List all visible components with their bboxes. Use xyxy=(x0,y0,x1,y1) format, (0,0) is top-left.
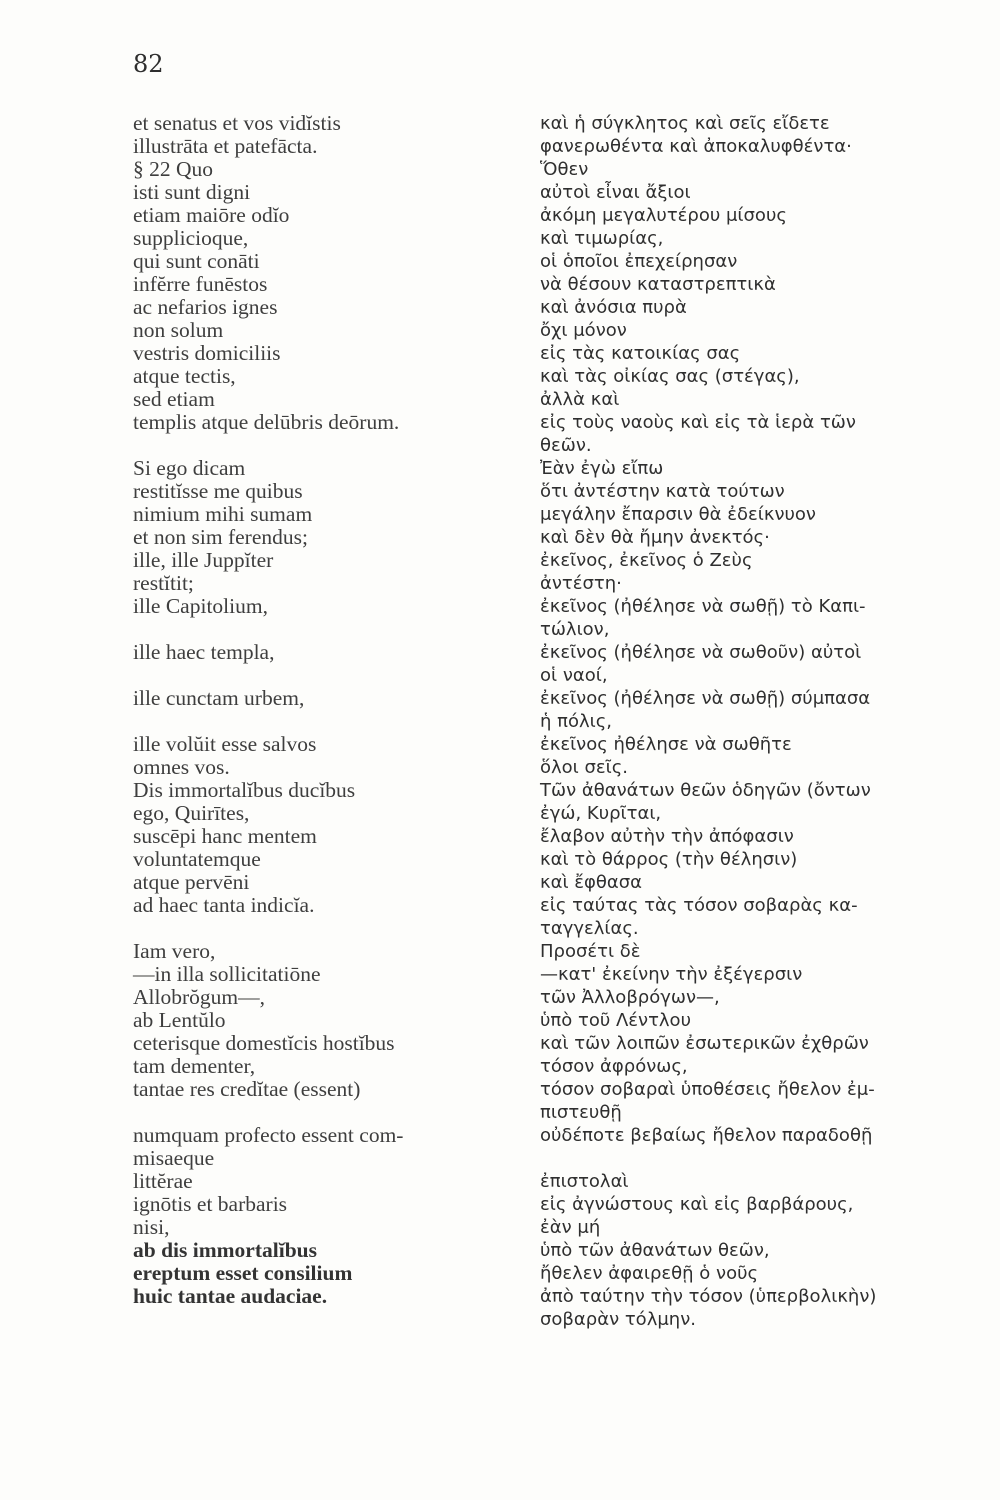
greek-line: καὶ ἡ σύγκλητος καὶ σεῖς εἴδετε xyxy=(540,113,830,134)
greek-line: μεγάλην ἔπαρσιν θὰ ἐδείκνυον xyxy=(540,504,816,525)
greek-line: ὅτι ἀντέστην κατὰ τούτων xyxy=(540,481,785,502)
latin-line: nimium mihi sumam xyxy=(133,502,313,526)
latin-line: ignōtis et barbaris xyxy=(133,1192,288,1216)
greek-line: ἐκεῖνος (ἠθέλησε νὰ σωθῇ) σύμπασα xyxy=(540,688,871,709)
greek-translation-column xyxy=(540,112,985,1331)
latin-line: qui sunt conāti xyxy=(133,249,260,273)
latin-line: ille, ille Juppĭter xyxy=(133,548,274,572)
greek-line: ἐκεῖνος, ἐκεῖνος ὁ Ζεὺς xyxy=(540,550,753,571)
latin-line: ab dis immortalĭbus xyxy=(133,1238,317,1262)
latin-line: ac nefarios ignes xyxy=(133,295,278,319)
greek-line: ἐκεῖνος (ἠθέλησε νὰ σωθοῦν) αὐτοὶ xyxy=(540,642,862,663)
latin-line: atque tectis, xyxy=(133,364,236,388)
latin-line: restĭtit; xyxy=(133,571,194,595)
latin-line: et non sim ferendus; xyxy=(133,525,308,549)
latin-line: templis atque delūbris deōrum. xyxy=(133,410,400,434)
greek-line: νὰ θέσουν καταστρεπτικὰ xyxy=(540,274,776,295)
greek-line: ἤθελεν ἀφαιρεθῇ ὁ νοῦς xyxy=(540,1263,759,1284)
greek-line: Ὅθεν xyxy=(540,159,589,180)
greek-line: Προσέτι δὲ xyxy=(540,941,641,962)
latin-line: littĕrae xyxy=(133,1169,193,1193)
greek-line: ἐγώ, Κυρῖται, xyxy=(540,803,662,824)
latin-line: omnes vos. xyxy=(133,755,230,779)
greek-line: τῶν Ἀλλοβρόγων—, xyxy=(540,987,720,1008)
latin-line: ille Capitolium, xyxy=(133,594,268,618)
greek-line: ἀπὸ ταύτην τὴν τόσον (ὑπερβολικὴν) xyxy=(540,1286,877,1307)
latin-line: vestris domiciliis xyxy=(133,341,281,365)
latin-line: Si ego dicam xyxy=(133,456,246,480)
greek-line: οἱ ὁποῖοι ἐπεχείρησαν xyxy=(540,251,738,272)
greek-line: Τῶν ἀθανάτων θεῶν ὁδηγῶν (ὄντων xyxy=(540,780,871,801)
greek-line: φανερωθέντα καὶ ἀποκαλυφθέντα· xyxy=(540,136,852,157)
latin-line: Iam vero, xyxy=(133,939,216,963)
greek-line: ὅλοι σεῖς. xyxy=(540,757,629,778)
latin-line: ad haec tanta indicĭa. xyxy=(133,893,315,917)
latin-text-column xyxy=(133,112,528,1308)
latin-line: isti sunt digni xyxy=(133,180,251,204)
latin-line: § 22 Quo xyxy=(133,157,214,181)
latin-line: numquam profecto essent com- xyxy=(133,1123,404,1147)
greek-line: ἀντέστη· xyxy=(540,573,622,594)
latin-line: ab Lentŭlo xyxy=(133,1008,226,1032)
greek-line: ἐκεῖνος (ἠθέλησε νὰ σωθῇ) τὸ Καπι- xyxy=(540,596,866,617)
greek-line: τώλιον, xyxy=(540,619,610,640)
greek-line: Ἐὰν ἐγὼ εἴπω xyxy=(540,458,664,479)
latin-line: supplicioque, xyxy=(133,226,249,250)
greek-line: θεῶν. xyxy=(540,435,592,456)
greek-line: οὐδέποτε βεβαίως ἤθελον παραδοθῇ xyxy=(540,1125,873,1146)
greek-line: ἔλαβον αὐτὴν τὴν ἀπόφασιν xyxy=(540,826,794,847)
greek-line: ταγγελίας. xyxy=(540,918,639,939)
latin-line: atque pervēni xyxy=(133,870,250,894)
latin-line: huic tantae audaciae. xyxy=(133,1284,328,1308)
latin-line: non solum xyxy=(133,318,224,342)
latin-line: infĕrre funēstos xyxy=(133,272,268,296)
latin-line xyxy=(133,710,528,733)
latin-line: ereptum esset consilium xyxy=(133,1261,353,1285)
greek-line: ὄχι μόνον xyxy=(540,320,627,341)
greek-line: σοβαρὰν τόλμην. xyxy=(540,1309,696,1330)
greek-line: καὶ τιμωρίας, xyxy=(540,228,664,249)
greek-line: ἐὰν μή xyxy=(540,1217,601,1238)
greek-line: καὶ τὸ θάρρος (τὴν θέλησιν) xyxy=(540,849,798,870)
greek-line: ἐκεῖνος ἠθέλησε νὰ σωθῆτε xyxy=(540,734,792,755)
page-number: 82 xyxy=(133,50,164,78)
latin-line: Dis immortalĭbus ducĭbus xyxy=(133,778,356,802)
greek-line: αὐτοὶ εἶναι ἄξιοι xyxy=(540,182,691,203)
greek-line: ἐπιστολαὶ xyxy=(540,1171,629,1192)
latin-line xyxy=(133,1101,528,1124)
greek-line: εἰς ταύτας τὰς τόσον σοβαρὰς κα- xyxy=(540,895,858,916)
latin-line: ego, Quirītes, xyxy=(133,801,250,825)
greek-line: ἀκόμη μεγαλυτέρου μίσους xyxy=(540,205,787,226)
latin-line: suscēpi hanc mentem xyxy=(133,824,317,848)
latin-line: ille haec templa, xyxy=(133,640,275,664)
greek-line: εἰς τὰς κατοικίας σας xyxy=(540,343,741,364)
latin-line: ille cunctam urbem, xyxy=(133,686,305,710)
greek-line: καὶ ἀνόσια πυρὰ xyxy=(540,297,687,318)
latin-line: tantae res credĭtae (essent) xyxy=(133,1077,361,1101)
latin-line xyxy=(133,618,528,641)
latin-line xyxy=(133,917,528,940)
latin-line xyxy=(133,664,528,687)
greek-line: ἀλλὰ καὶ xyxy=(540,389,620,410)
latin-line: Allobrŏgum—, xyxy=(133,985,265,1009)
greek-line: καὶ δὲν θὰ ἤμην ἀνεκτός· xyxy=(540,527,770,548)
greek-line: τόσον σοβαραὶ ὑποθέσεις ἤθελον ἐμ- xyxy=(540,1079,875,1100)
greek-line: εἰς ἀγνώστους καὶ εἰς βαρβάρους, xyxy=(540,1194,854,1215)
greek-line: καὶ τῶν λοιπῶν ἐσωτερικῶν ἐχθρῶν xyxy=(540,1033,869,1054)
latin-line: ille volŭit esse salvos xyxy=(133,732,317,756)
latin-line: voluntatemque xyxy=(133,847,261,871)
greek-line: εἰς τοὺς ναοὺς καὶ εἰς τὰ ἱερὰ τῶν xyxy=(540,412,856,433)
latin-line: —in illa sollicitatiōne xyxy=(133,962,321,986)
latin-line: etiam maiōre odĭo xyxy=(133,203,290,227)
greek-line: ὑπὸ τῶν ἀθανάτων θεῶν, xyxy=(540,1240,770,1261)
latin-line: et senatus et vos vidĭstis xyxy=(133,111,341,135)
latin-line: restitĭsse me quibus xyxy=(133,479,303,503)
latin-line: tam dementer, xyxy=(133,1054,256,1078)
latin-line: misaeque xyxy=(133,1146,215,1170)
latin-line: illustrāta et patefācta. xyxy=(133,134,318,158)
greek-line xyxy=(540,1147,985,1170)
greek-line: καὶ τὰς οἰκίας σας (στέγας), xyxy=(540,366,800,387)
greek-line: —κατ' ἐκείνην τὴν ἐξέγερσιν xyxy=(540,964,803,985)
greek-line: ἡ πόλις, xyxy=(540,711,613,732)
latin-line: nisi, xyxy=(133,1215,170,1239)
greek-line: καὶ ἔφθασα xyxy=(540,872,643,893)
latin-line: ceterisque domestĭcis hostĭbus xyxy=(133,1031,395,1055)
greek-line: πιστευθῇ xyxy=(540,1102,622,1123)
greek-line: τόσον ἀφρόνως, xyxy=(540,1056,688,1077)
greek-line: οἱ ναοί, xyxy=(540,665,608,686)
greek-line: ὑπὸ τοῦ Λέντλου xyxy=(540,1010,691,1031)
latin-line: sed etiam xyxy=(133,387,215,411)
latin-line xyxy=(133,434,528,457)
